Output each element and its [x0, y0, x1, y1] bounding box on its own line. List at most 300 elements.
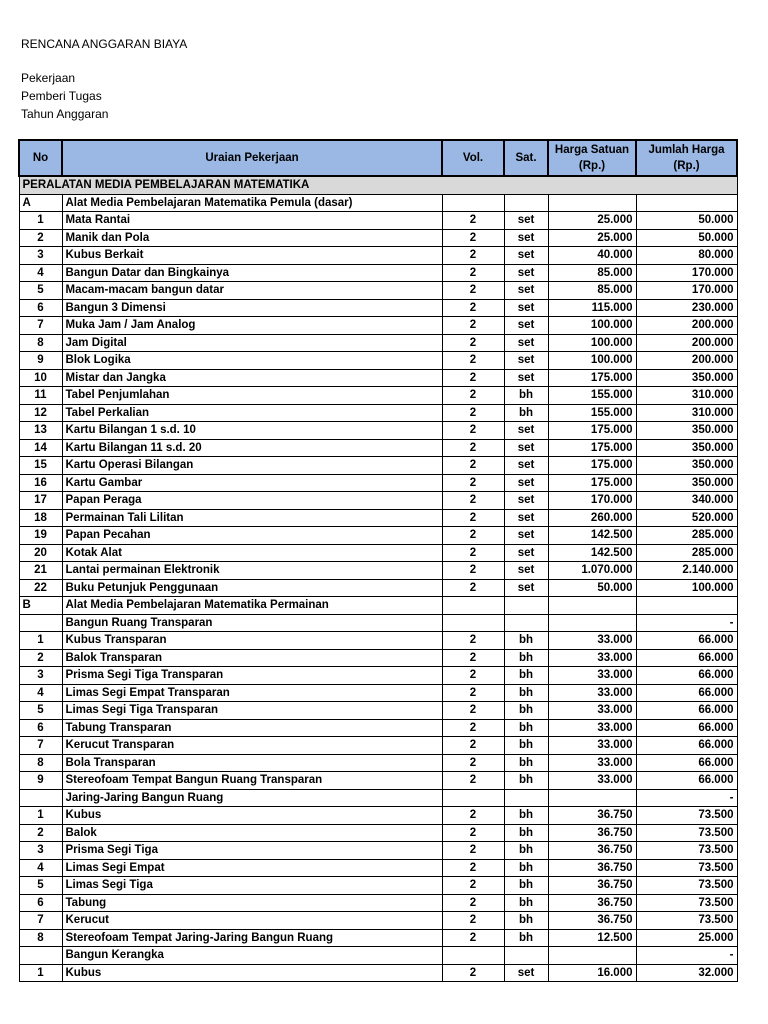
item-no: 1 [19, 632, 62, 650]
item-sat: bh [504, 632, 548, 650]
item-sat: set [504, 369, 548, 387]
item-vol: 2 [442, 912, 504, 930]
table-row [19, 474, 737, 492]
group-code: B [19, 597, 62, 615]
table-row [19, 369, 737, 387]
empty-cell [504, 947, 548, 965]
empty-cell [442, 947, 504, 965]
col-header-vol: Vol. [442, 140, 504, 176]
item-harga-satuan: 12.500 [548, 929, 636, 947]
item-uraian: Kartu Operasi Bilangan [62, 457, 442, 475]
table-row [19, 527, 737, 545]
col-header-no: No [19, 140, 62, 176]
item-jumlah-harga: 350.000 [636, 439, 737, 457]
table-row [19, 719, 737, 737]
item-harga-satuan: 33.000 [548, 667, 636, 685]
item-sat: set [504, 247, 548, 265]
item-jumlah-harga: 350.000 [636, 457, 737, 475]
item-sat: bh [504, 772, 548, 790]
item-no: 7 [19, 737, 62, 755]
item-sat: bh [504, 667, 548, 685]
item-no: 12 [19, 404, 62, 422]
item-vol: 2 [442, 404, 504, 422]
item-no: 8 [19, 929, 62, 947]
item-harga-satuan: 36.750 [548, 877, 636, 895]
item-uraian: Stereofoam Tempat Jaring-Jaring Bangun Ruang [62, 929, 442, 947]
item-harga-satuan: 142.500 [548, 527, 636, 545]
empty-cell [504, 194, 548, 212]
item-sat: set [504, 264, 548, 282]
item-jumlah-harga: 66.000 [636, 719, 737, 737]
table-row [19, 509, 737, 527]
item-vol: 2 [442, 667, 504, 685]
item-jumlah-harga: 25.000 [636, 929, 737, 947]
group-title: Alat Media Pembelajaran Matematika Permainan [62, 597, 442, 615]
item-sat: bh [504, 719, 548, 737]
item-vol: 2 [442, 474, 504, 492]
item-vol: 2 [442, 527, 504, 545]
item-harga-satuan: 155.000 [548, 404, 636, 422]
table-row [19, 912, 737, 930]
table-row [19, 422, 737, 440]
item-no: 4 [19, 859, 62, 877]
item-harga-satuan: 16.000 [548, 964, 636, 982]
item-sat: set [504, 964, 548, 982]
item-sat: bh [504, 912, 548, 930]
item-uraian: Tabel Perkalian [62, 404, 442, 422]
item-jumlah-harga: 230.000 [636, 299, 737, 317]
item-sat: bh [504, 894, 548, 912]
table-row [19, 282, 737, 300]
item-vol: 2 [442, 334, 504, 352]
table-row [19, 754, 737, 772]
item-jumlah-harga: 73.500 [636, 824, 737, 842]
item-vol: 2 [442, 264, 504, 282]
item-uraian: Kubus Transparan [62, 632, 442, 650]
item-sat: set [504, 562, 548, 580]
item-sat: set [504, 492, 548, 510]
subgroup-title: Jaring-Jaring Bangun Ruang [62, 789, 442, 807]
item-jumlah-harga: 32.000 [636, 964, 737, 982]
item-no: 13 [19, 422, 62, 440]
item-harga-satuan: 100.000 [548, 352, 636, 370]
item-uraian: Limas Segi Empat [62, 859, 442, 877]
item-no: 9 [19, 772, 62, 790]
item-jumlah-harga: 200.000 [636, 352, 737, 370]
table-row [19, 299, 737, 317]
item-uraian: Tabung [62, 894, 442, 912]
item-sat: set [504, 527, 548, 545]
item-harga-satuan: 36.750 [548, 894, 636, 912]
item-jumlah-harga: 170.000 [636, 282, 737, 300]
item-harga-satuan: 175.000 [548, 457, 636, 475]
item-no: 9 [19, 352, 62, 370]
item-vol: 2 [442, 649, 504, 667]
item-jumlah-harga: 66.000 [636, 737, 737, 755]
item-uraian: Papan Peraga [62, 492, 442, 510]
empty-cell [442, 614, 504, 632]
item-vol: 2 [442, 737, 504, 755]
item-no: 7 [19, 317, 62, 335]
table-row [19, 562, 737, 580]
table-row [19, 737, 737, 755]
item-no: 21 [19, 562, 62, 580]
item-harga-satuan: 36.750 [548, 842, 636, 860]
item-sat: bh [504, 807, 548, 825]
item-uraian: Kotak Alat [62, 544, 442, 562]
item-no: 2 [19, 229, 62, 247]
item-no: 11 [19, 387, 62, 405]
item-no: 6 [19, 719, 62, 737]
item-vol: 2 [442, 212, 504, 230]
item-sat: set [504, 439, 548, 457]
item-no: 1 [19, 807, 62, 825]
item-harga-satuan: 33.000 [548, 719, 636, 737]
table-row [19, 317, 737, 335]
item-uraian: Stereofoam Tempat Bangun Ruang Transparan [62, 772, 442, 790]
table-row [19, 649, 737, 667]
item-vol: 2 [442, 579, 504, 597]
item-vol: 2 [442, 964, 504, 982]
item-sat: set [504, 579, 548, 597]
item-no: 10 [19, 369, 62, 387]
subgroup-title: Bangun Kerangka [62, 947, 442, 965]
table-row [19, 877, 737, 895]
item-vol: 2 [442, 632, 504, 650]
item-no: 14 [19, 439, 62, 457]
table-row [19, 404, 737, 422]
item-harga-satuan: 33.000 [548, 649, 636, 667]
item-harga-satuan: 33.000 [548, 702, 636, 720]
item-uraian: Tabung Transparan [62, 719, 442, 737]
item-vol: 2 [442, 282, 504, 300]
item-harga-satuan: 36.750 [548, 859, 636, 877]
empty-cell [19, 789, 62, 807]
subgroup-title: Bangun Ruang Transparan [62, 614, 442, 632]
item-uraian: Muka Jam / Jam Analog [62, 317, 442, 335]
item-sat: bh [504, 877, 548, 895]
item-harga-satuan: 33.000 [548, 737, 636, 755]
table-row [19, 859, 737, 877]
item-harga-satuan: 36.750 [548, 807, 636, 825]
item-jumlah-harga: 73.500 [636, 877, 737, 895]
col-header-jumlah-harga: Jumlah Harga (Rp.) [636, 140, 737, 176]
group-title: Alat Media Pembelajaran Matematika Pemula (dasar) [62, 194, 442, 212]
item-jumlah-harga: 66.000 [636, 684, 737, 702]
item-uraian: Kubus Berkait [62, 247, 442, 265]
item-harga-satuan: 40.000 [548, 247, 636, 265]
item-uraian: Manik dan Pola [62, 229, 442, 247]
item-sat: bh [504, 649, 548, 667]
item-no: 17 [19, 492, 62, 510]
item-uraian: Bangun 3 Dimensi [62, 299, 442, 317]
table-row [19, 334, 737, 352]
item-jumlah-harga: 170.000 [636, 264, 737, 282]
item-uraian: Mistar dan Jangka [62, 369, 442, 387]
item-harga-satuan: 36.750 [548, 912, 636, 930]
table-row [19, 264, 737, 282]
item-vol: 2 [442, 772, 504, 790]
item-sat: bh [504, 702, 548, 720]
item-sat: bh [504, 929, 548, 947]
item-uraian: Kubus [62, 807, 442, 825]
item-jumlah-harga: 350.000 [636, 422, 737, 440]
item-sat: set [504, 317, 548, 335]
item-jumlah-harga: 350.000 [636, 369, 737, 387]
empty-cell [504, 614, 548, 632]
table-row [19, 807, 737, 825]
item-no: 5 [19, 702, 62, 720]
item-jumlah-harga: 73.500 [636, 894, 737, 912]
item-sat: set [504, 352, 548, 370]
item-jumlah-harga: 285.000 [636, 527, 737, 545]
table-row [19, 772, 737, 790]
item-uraian: Kerucut Transparan [62, 737, 442, 755]
item-sat: set [504, 457, 548, 475]
subgroup-row [19, 947, 737, 965]
item-vol: 2 [442, 859, 504, 877]
item-vol: 2 [442, 544, 504, 562]
item-sat: bh [504, 737, 548, 755]
item-uraian: Blok Logika [62, 352, 442, 370]
item-uraian: Prisma Segi Tiga [62, 842, 442, 860]
item-vol: 2 [442, 894, 504, 912]
subgroup-total: - [636, 789, 737, 807]
item-uraian: Lantai permainan Elektronik [62, 562, 442, 580]
item-harga-satuan: 170.000 [548, 492, 636, 510]
item-no: 6 [19, 894, 62, 912]
item-harga-satuan: 100.000 [548, 317, 636, 335]
item-uraian: Limas Segi Tiga [62, 877, 442, 895]
item-jumlah-harga: 310.000 [636, 387, 737, 405]
empty-cell [504, 789, 548, 807]
item-vol: 2 [442, 562, 504, 580]
item-sat: bh [504, 842, 548, 860]
item-jumlah-harga: 66.000 [636, 754, 737, 772]
item-vol: 2 [442, 457, 504, 475]
subgroup-total: - [636, 614, 737, 632]
col-header-uraian: Uraian Pekerjaan [62, 140, 442, 176]
item-uraian: Kartu Bilangan 1 s.d. 10 [62, 422, 442, 440]
item-sat: set [504, 544, 548, 562]
item-uraian: Kubus [62, 964, 442, 982]
item-vol: 2 [442, 754, 504, 772]
item-uraian: Balok Transparan [62, 649, 442, 667]
table-row [19, 229, 737, 247]
item-jumlah-harga: 200.000 [636, 334, 737, 352]
item-uraian: Macam-macam bangun datar [62, 282, 442, 300]
item-no: 16 [19, 474, 62, 492]
item-uraian: Jam Digital [62, 334, 442, 352]
item-harga-satuan: 115.000 [548, 299, 636, 317]
item-sat: bh [504, 387, 548, 405]
item-harga-satuan: 33.000 [548, 684, 636, 702]
item-vol: 2 [442, 317, 504, 335]
item-jumlah-harga: 520.000 [636, 509, 737, 527]
item-harga-satuan: 260.000 [548, 509, 636, 527]
item-no: 3 [19, 842, 62, 860]
empty-cell [636, 194, 737, 212]
subgroup-row [19, 789, 737, 807]
item-sat: bh [504, 684, 548, 702]
item-sat: set [504, 282, 548, 300]
item-jumlah-harga: 310.000 [636, 404, 737, 422]
item-no: 7 [19, 912, 62, 930]
item-jumlah-harga: 200.000 [636, 317, 737, 335]
item-uraian: Papan Pecahan [62, 527, 442, 545]
empty-cell [442, 597, 504, 615]
item-harga-satuan: 85.000 [548, 282, 636, 300]
table-body [19, 176, 737, 982]
empty-cell [548, 947, 636, 965]
budget-table [18, 139, 738, 982]
item-sat: bh [504, 404, 548, 422]
item-sat: set [504, 422, 548, 440]
table-row [19, 894, 737, 912]
item-uraian: Mata Rantai [62, 212, 442, 230]
item-vol: 2 [442, 877, 504, 895]
item-harga-satuan: 50.000 [548, 579, 636, 597]
subgroup-total: - [636, 947, 737, 965]
item-no: 2 [19, 824, 62, 842]
item-no: 22 [19, 579, 62, 597]
item-no: 19 [19, 527, 62, 545]
table-row [19, 387, 737, 405]
item-vol: 2 [442, 702, 504, 720]
empty-cell [504, 597, 548, 615]
table-row [19, 632, 737, 650]
table-row [19, 702, 737, 720]
item-jumlah-harga: 73.500 [636, 912, 737, 930]
item-no: 1 [19, 964, 62, 982]
item-uraian: Kerucut [62, 912, 442, 930]
table-row [19, 457, 737, 475]
item-jumlah-harga: 50.000 [636, 212, 737, 230]
item-harga-satuan: 1.070.000 [548, 562, 636, 580]
item-jumlah-harga: 50.000 [636, 229, 737, 247]
item-harga-satuan: 175.000 [548, 369, 636, 387]
item-uraian: Bangun Datar dan Bingkainya [62, 264, 442, 282]
item-no: 8 [19, 334, 62, 352]
item-harga-satuan: 155.000 [548, 387, 636, 405]
label-pekerjaan: Pekerjaan [21, 71, 76, 85]
item-harga-satuan: 175.000 [548, 439, 636, 457]
table-row [19, 212, 737, 230]
table-row [19, 824, 737, 842]
item-vol: 2 [442, 439, 504, 457]
item-jumlah-harga: 73.500 [636, 842, 737, 860]
item-uraian: Buku Petunjuk Penggunaan [62, 579, 442, 597]
item-no: 4 [19, 684, 62, 702]
table-row [19, 544, 737, 562]
empty-cell [19, 947, 62, 965]
item-uraian: Kartu Gambar [62, 474, 442, 492]
item-no: 8 [19, 754, 62, 772]
item-jumlah-harga: 100.000 [636, 579, 737, 597]
item-uraian: Bola Transparan [62, 754, 442, 772]
item-no: 5 [19, 282, 62, 300]
item-jumlah-harga: 350.000 [636, 474, 737, 492]
item-vol: 2 [442, 247, 504, 265]
group-code: A [19, 194, 62, 212]
item-sat: set [504, 509, 548, 527]
col-header-harga-satuan: Harga Satuan (Rp.) [548, 140, 636, 176]
item-sat: set [504, 212, 548, 230]
item-vol: 2 [442, 509, 504, 527]
item-sat: set [504, 334, 548, 352]
item-no: 15 [19, 457, 62, 475]
item-jumlah-harga: 73.500 [636, 807, 737, 825]
item-vol: 2 [442, 422, 504, 440]
item-no: 20 [19, 544, 62, 562]
item-no: 3 [19, 667, 62, 685]
table-row [19, 929, 737, 947]
empty-cell [548, 194, 636, 212]
item-harga-satuan: 25.000 [548, 229, 636, 247]
item-uraian: Limas Segi Empat Transparan [62, 684, 442, 702]
label-tahun-anggaran: Tahun Anggaran [21, 107, 109, 121]
item-vol: 2 [442, 684, 504, 702]
item-harga-satuan: 85.000 [548, 264, 636, 282]
item-jumlah-harga: 66.000 [636, 632, 737, 650]
subgroup-row [19, 614, 737, 632]
item-no: 18 [19, 509, 62, 527]
item-harga-satuan: 33.000 [548, 754, 636, 772]
item-uraian: Kartu Bilangan 11 s.d. 20 [62, 439, 442, 457]
item-uraian: Limas Segi Tiga Transparan [62, 702, 442, 720]
table-row [19, 247, 737, 265]
item-harga-satuan: 100.000 [548, 334, 636, 352]
table-row [19, 352, 737, 370]
item-vol: 2 [442, 369, 504, 387]
item-vol: 2 [442, 352, 504, 370]
item-harga-satuan: 33.000 [548, 772, 636, 790]
table-header-row [19, 140, 737, 176]
item-sat: bh [504, 824, 548, 842]
table-row [19, 667, 737, 685]
table-row [19, 842, 737, 860]
item-vol: 2 [442, 229, 504, 247]
item-sat: set [504, 299, 548, 317]
empty-cell [548, 597, 636, 615]
item-vol: 2 [442, 299, 504, 317]
item-no: 6 [19, 299, 62, 317]
item-jumlah-harga: 66.000 [636, 702, 737, 720]
item-uraian: Tabel Penjumlahan [62, 387, 442, 405]
empty-cell [548, 614, 636, 632]
item-jumlah-harga: 2.140.000 [636, 562, 737, 580]
item-harga-satuan: 33.000 [548, 632, 636, 650]
item-jumlah-harga: 340.000 [636, 492, 737, 510]
item-harga-satuan: 142.500 [548, 544, 636, 562]
item-jumlah-harga: 66.000 [636, 667, 737, 685]
item-sat: set [504, 229, 548, 247]
item-no: 5 [19, 877, 62, 895]
item-sat: set [504, 474, 548, 492]
item-vol: 2 [442, 719, 504, 737]
group-row [19, 194, 737, 212]
table-row [19, 964, 737, 982]
item-harga-satuan: 36.750 [548, 824, 636, 842]
table-row [19, 579, 737, 597]
table-row [19, 439, 737, 457]
item-jumlah-harga: 285.000 [636, 544, 737, 562]
document-title: RENCANA ANGGARAN BIAYA [21, 37, 188, 51]
item-vol: 2 [442, 807, 504, 825]
item-sat: bh [504, 754, 548, 772]
item-harga-satuan: 175.000 [548, 422, 636, 440]
item-no: 2 [19, 649, 62, 667]
